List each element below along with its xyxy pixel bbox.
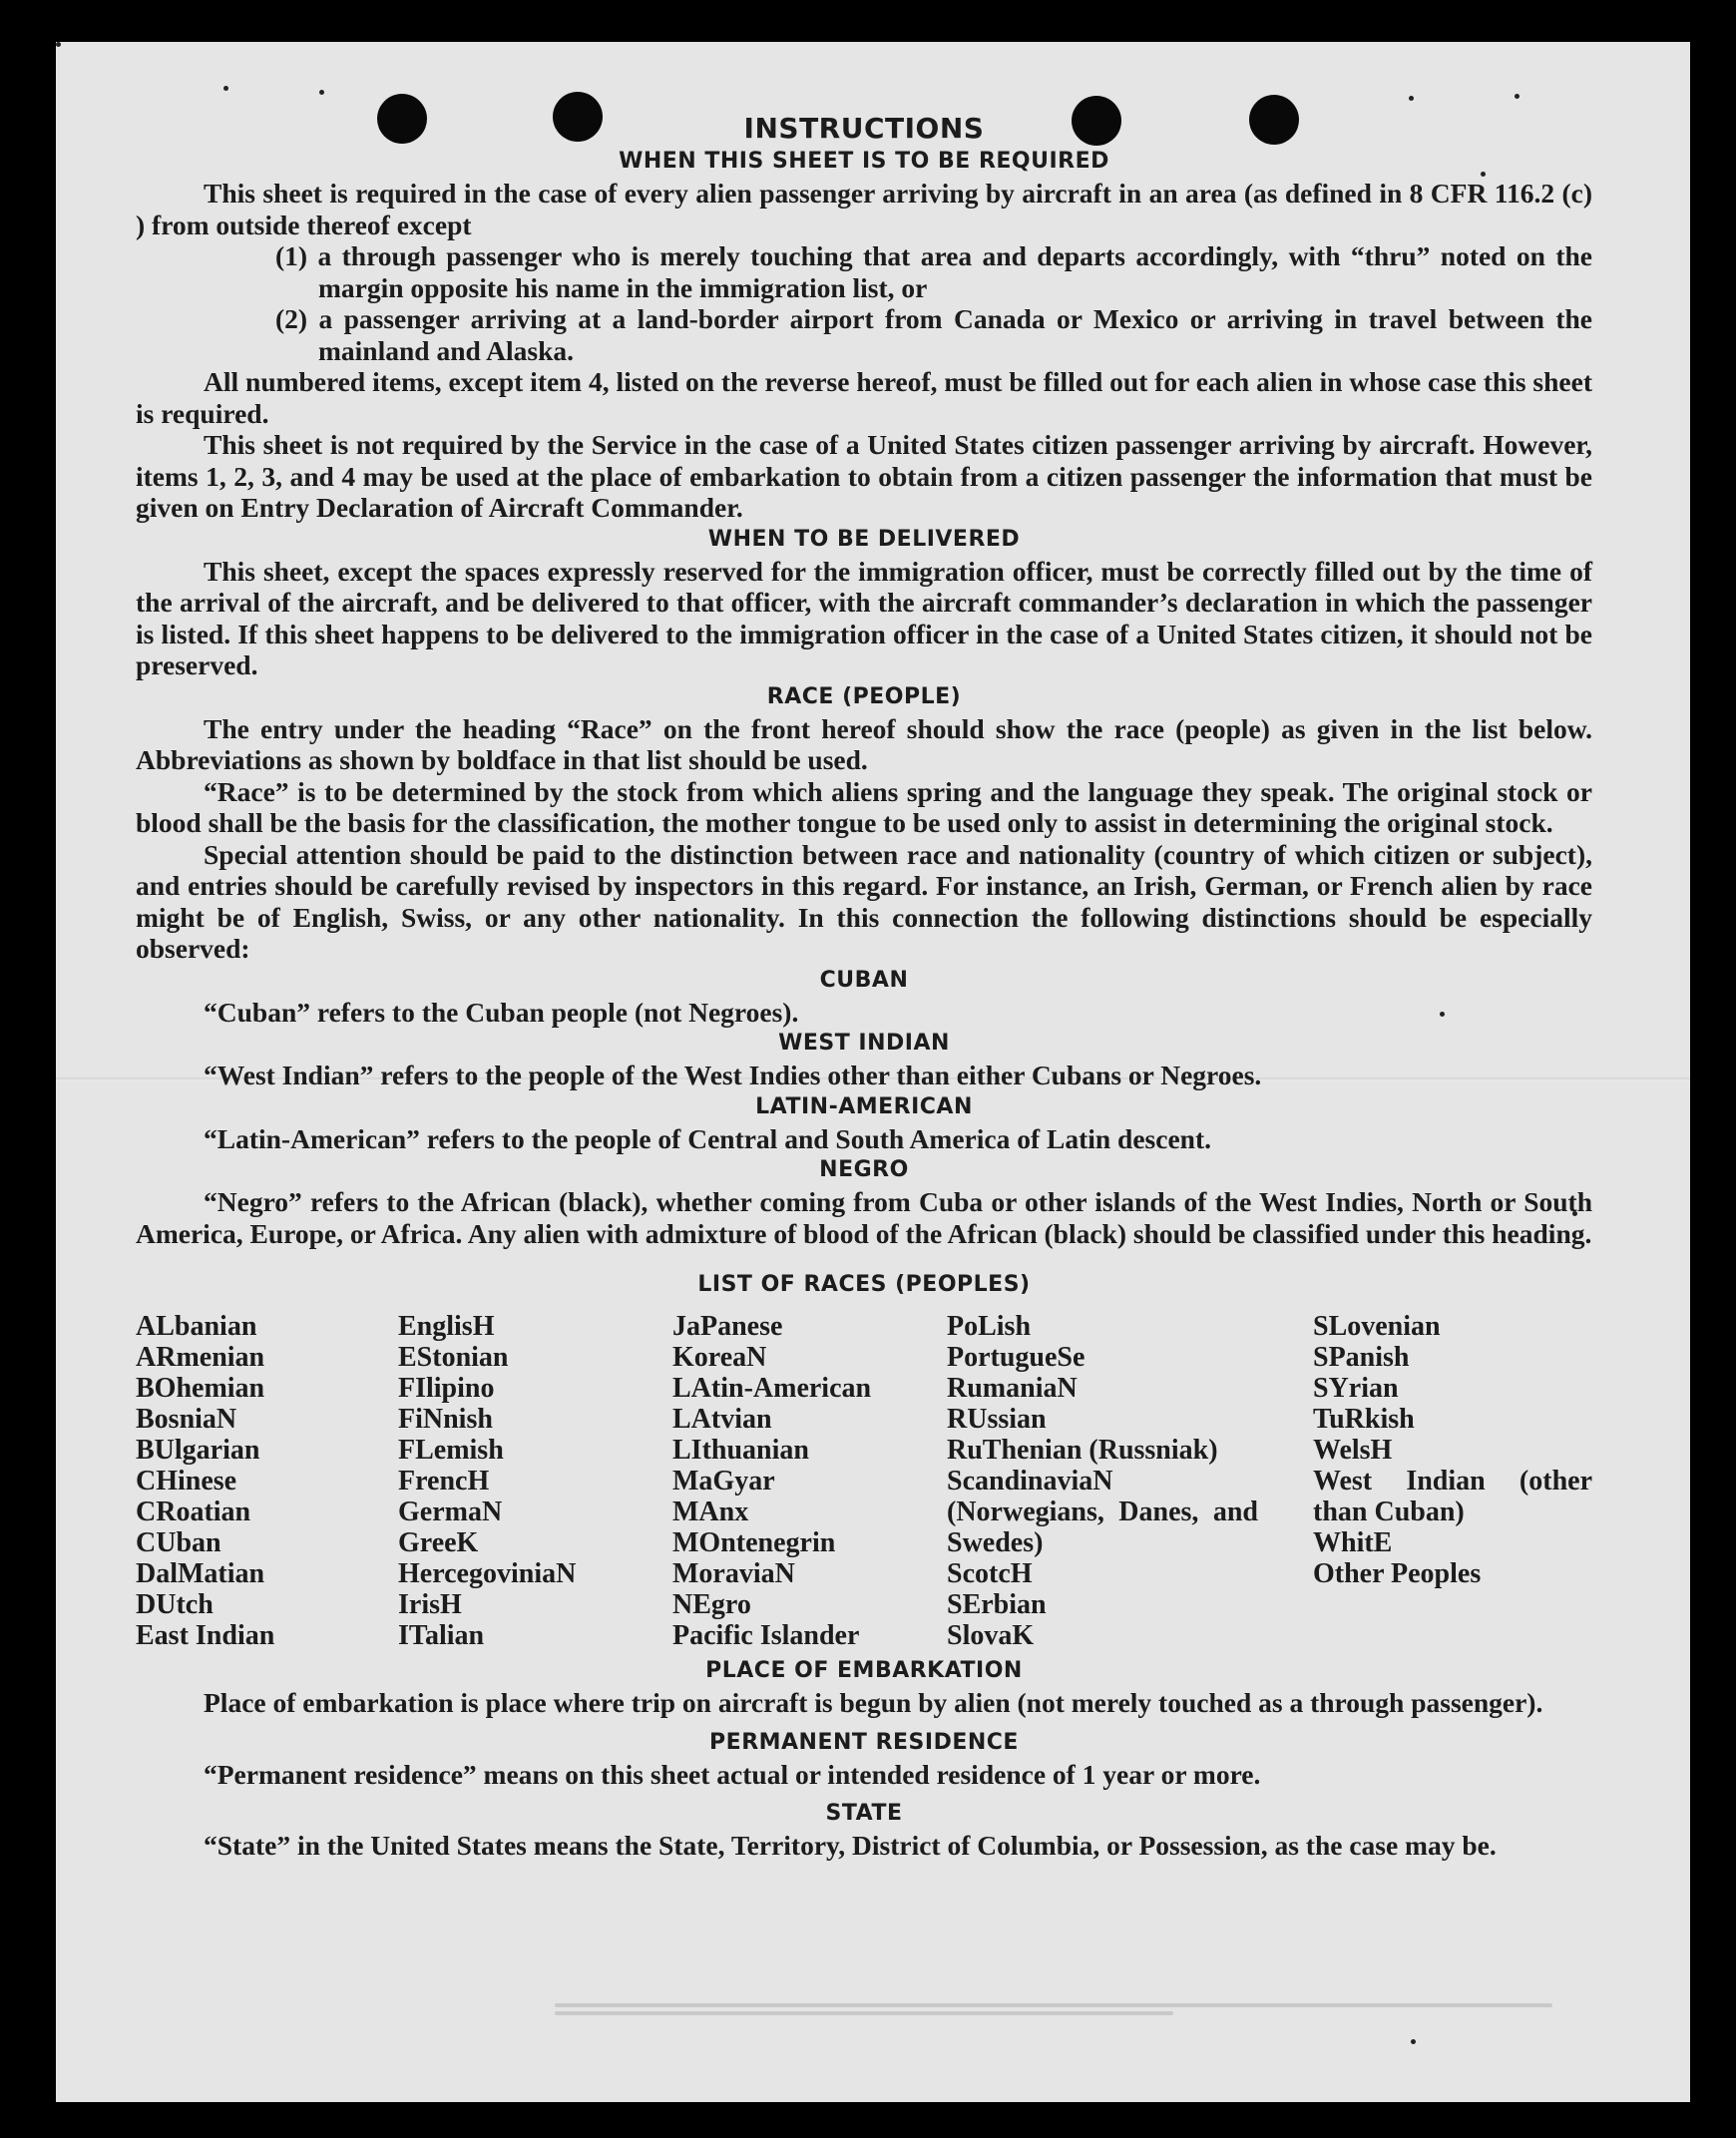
race-entry: SYrian: [1313, 1373, 1399, 1404]
race-entry: JaPanese: [672, 1311, 783, 1342]
paragraph: “Latin-American” refers to the people of Central and South America of Latin descent.: [204, 1122, 1211, 1154]
exception-item: (1) a through passenger who is merely touching that area and departs accordingly, with “thru” noted on the margin opposite his name in the immigration list, or: [275, 240, 1592, 303]
race-entry: LAtin-American: [672, 1373, 872, 1404]
race-column: [398, 1311, 672, 1651]
race-entry: MaGyar: [672, 1466, 775, 1497]
section-heading: RACE (PEOPLE): [766, 683, 962, 709]
section-heading: CUBAN: [819, 967, 909, 993]
race-entry: SErbian: [947, 1589, 1047, 1620]
race-entry: TuRkish: [1313, 1404, 1415, 1435]
paragraph: Place of embarkation is place where trip on aircraft is begun by alien (not merely touched as a through passenger).: [204, 1687, 1543, 1718]
race-entry: MoraviaN: [672, 1558, 795, 1589]
section-heading: STATE: [825, 1801, 903, 1826]
paragraph: This sheet, except the spaces expressly reserved for the immigration officer, must be correctly filled out by the time of the arrival of the aircraft, and be delivered to that officer, with the aircraft commander’s declaration in which the passenger is listed. If this sheet happens to be delivered to the immigration officer in the case of a United States citizen, it should not be preserved.: [136, 555, 1592, 680]
race-entry: BUlgarian: [136, 1435, 260, 1466]
paragraph: “State” in the United States means the State, Territory, District of Columbia, or Possession, as the case may be.: [204, 1830, 1497, 1861]
paragraph: “West Indian” refers to the people of the West Indies other than either Cubans or Negroes.: [204, 1060, 1262, 1090]
race-entry: SlovaK: [947, 1620, 1035, 1651]
race-entry: LIthuanian: [672, 1435, 809, 1466]
race-entry: BOhemian: [136, 1373, 265, 1404]
section-heading: WHEN THIS SHEET IS TO BE REQUIRED: [619, 149, 1109, 174]
race-entry: PortugueSe: [947, 1342, 1085, 1373]
paper-speck: [319, 90, 324, 95]
race-entry: PoLish: [947, 1311, 1032, 1342]
race-entry: WelsH: [1313, 1435, 1393, 1466]
race-entry: BosniaN: [136, 1404, 237, 1435]
race-entry: ITalian: [398, 1620, 485, 1651]
race-entry: RUssian: [947, 1404, 1047, 1435]
race-entry: SLovenian: [1313, 1311, 1441, 1342]
race-entry: FLemish: [398, 1435, 504, 1466]
race-entry: ARmenian: [136, 1342, 265, 1373]
race-entry: WhitE: [1313, 1527, 1393, 1558]
race-entry: SPanish: [1313, 1342, 1410, 1373]
paragraph: “Permanent residence” means on this sheet actual or intended residence of 1 year or more.: [204, 1758, 1261, 1790]
race-list: [136, 1311, 1592, 1651]
race-entry: EnglisH: [398, 1311, 495, 1342]
race-entry: CHinese: [136, 1466, 237, 1497]
document-page: [56, 42, 1690, 2102]
paper-speck: [223, 86, 228, 91]
race-entry: CUban: [136, 1527, 221, 1558]
race-entry: MOntenegrin: [672, 1527, 836, 1558]
section-heading: PERMANENT RESIDENCE: [709, 1729, 1019, 1755]
paragraph: All numbered items, except item 4, listed on the reverse hereof, must be filled out for each alien in whose case this sheet is required.: [136, 366, 1592, 429]
instructions-text: [136, 112, 1592, 1862]
section-heading: WHEN TO BE DELIVERED: [707, 526, 1021, 552]
race-entry: ALbanian: [136, 1311, 257, 1342]
race-entry: MAnx: [672, 1497, 749, 1527]
paragraph: “Cuban” refers to the Cuban people (not Negroes).: [204, 996, 799, 1028]
page-title: INSTRUCTIONS: [743, 112, 985, 145]
paragraph: “Race” is to be determined by the stock from which aliens spring and the language they speak. The original stock or blood shall be the basis for the classification, the mother tongue to be used only to assist in determining the original stock.: [136, 775, 1592, 838]
section-heading: LIST OF RACES (PEOPLES): [697, 1272, 1031, 1297]
race-entry: DUtch: [136, 1589, 214, 1620]
race-entry: Other Peoples: [1313, 1558, 1482, 1589]
race-entry: LAtvian: [672, 1404, 772, 1435]
section-heading: PLACE OF EMBARKATION: [705, 1658, 1023, 1683]
race-entry: FIlipino: [398, 1373, 495, 1404]
race-entry: West Indian (other than Cuban): [1313, 1466, 1592, 1527]
paragraph: The entry under the heading “Race” on the front hereof should show the race (people) as given in the list below. Abbreviations as shown by boldface in that list should be used.: [136, 712, 1592, 775]
faded-footnote: [555, 1999, 1552, 2019]
race-entry: GermaN: [398, 1497, 503, 1527]
race-entry: ScandinaviaN (Norwegians, Danes, and Swedes): [947, 1466, 1258, 1558]
race-entry: East Indian: [136, 1620, 275, 1651]
paper-speck: [1409, 96, 1414, 101]
race-entry: GreeK: [398, 1527, 479, 1558]
race-column: [136, 1311, 398, 1651]
race-entry: Pacific Islander: [672, 1620, 860, 1651]
race-entry: NEgro: [672, 1589, 751, 1620]
section-heading: WEST INDIAN: [778, 1031, 950, 1056]
race-column: [672, 1311, 947, 1651]
race-column: [947, 1311, 1258, 1651]
race-entry: FiNnish: [398, 1404, 493, 1435]
race-entry: HercegoviniaN: [398, 1558, 577, 1589]
section-heading: LATIN-AMERICAN: [755, 1093, 973, 1119]
section-heading: NEGRO: [819, 1157, 909, 1182]
race-entry: RuThenian (Russniak): [947, 1435, 1218, 1466]
race-entry: DalMatian: [136, 1558, 265, 1589]
paragraph: This sheet is required in the case of every alien passenger arriving by aircraft in an area (as defined in 8 CFR 116.2 (c) ) from outside thereof except: [136, 178, 1592, 240]
paper-speck: [1411, 2039, 1416, 2044]
race-column: [1313, 1311, 1592, 1651]
paragraph: This sheet is not required by the Service in the case of a United States citizen passenger arriving by aircraft. However, items 1, 2, 3, and 4 may be used at the place of embarkation to obtain from a citizen passenger the information that must be given on Entry Declaration of Aircraft Commander.: [136, 429, 1592, 523]
race-entry: KoreaN: [672, 1342, 767, 1373]
paper-speck: [56, 42, 61, 47]
paper-speck: [1515, 94, 1519, 99]
paragraph: “Negro” refers to the African (black), whether coming from Cuba or other islands of the West Indies, North or South America, Europe, or Africa. Any alien with admixture of blood of the African (black) should be classified under this heading.: [136, 1186, 1592, 1249]
race-entry: IrisH: [398, 1589, 462, 1620]
race-entry: RumaniaN: [947, 1373, 1078, 1404]
race-entry: CRoatian: [136, 1497, 251, 1527]
exception-item: (2) a passenger arriving at a land-border airport from Canada or Mexico or arriving in travel between the mainland and Alaska.: [275, 303, 1592, 366]
race-entry: ScotcH: [947, 1558, 1033, 1589]
race-entry: FrencH: [398, 1466, 490, 1497]
paragraph: Special attention should be paid to the distinction between race and nationality (country of which citizen or subject), and entries should be carefully revised by inspectors in this regard. For instance, an Irish, German, or French alien by race might be of English, Swiss, or any other nationality. In this connection the following distinctions should be especially observed:: [136, 838, 1592, 964]
race-entry: EStonian: [398, 1342, 509, 1373]
